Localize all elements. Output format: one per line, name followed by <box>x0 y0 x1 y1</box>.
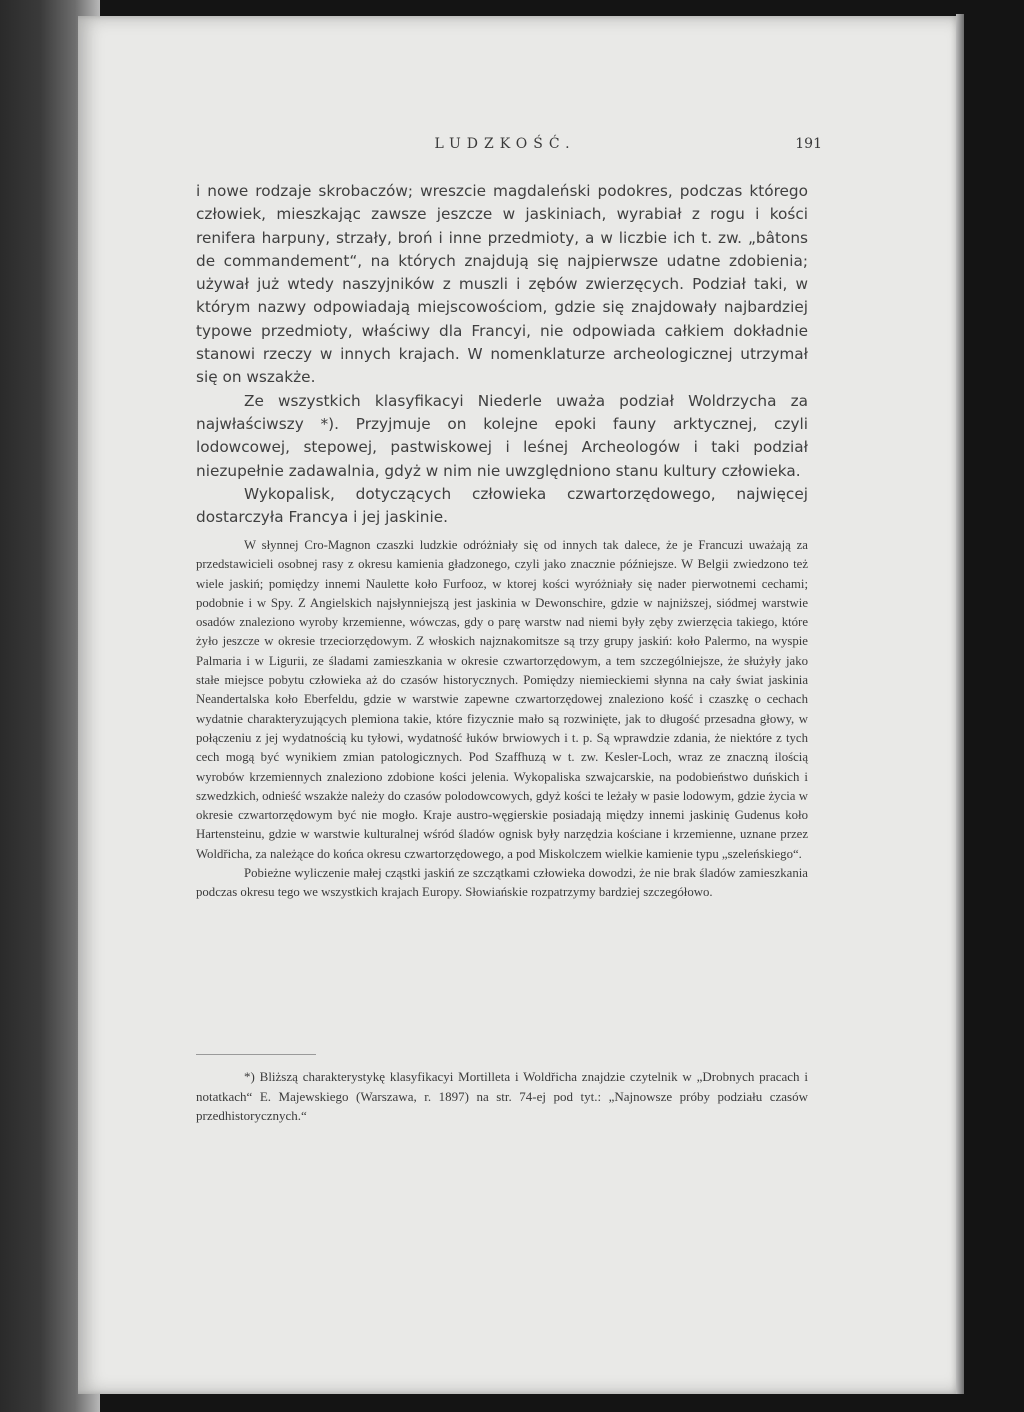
running-head: LUDZKOŚĆ. <box>434 136 576 152</box>
footnote-rule <box>196 1054 316 1055</box>
paragraph: Wykopalisk, dotyczących człowieka czwartorzędowego, najwięcej dostarczyła Francya i jej jaskinie. <box>196 484 808 527</box>
paragraph: Pobieżne wyliczenie małej cząstki jaskiń ze szczątkami człowieka dowodzi, że nie brak śladów zamieszkania podczas okresu tego we wszystkich krajach Europy. Słowiańskie rozpatrzymy bardziej szczegółowo. <box>196 866 808 900</box>
paragraph: W słynnej Cro-Magnon czaszki ludzkie odróżniały się od innych tak dalece, że je Francuzi uważają za przedstawicieli osobnej rasy z okresu kamienia gładzonego, czyli jako znacznie późniejsze. W Belgii zwiedzono też wiele jaskiń; pomiędzy innemi Naulette koło Furfooz, w ktorej kości wyróżniały się nader pierwotnemi cechami; podobnie i w Spy. Z Angielskich najsłynniejszą jest jaskinia w Dewonschire, gdzie w najniższej, siódmej warstwie osadów znaleziono wyroby krzemienne, wówczas, gdy o parę warstw nad niemi były zęby zwierzęcia takiego, które żyło jeszcze w okresie trzeciorzędowym. Z włoskich najznakomitsze są trzy grupy jaskiń: koło Palermo, na wyspie Palmaria i w Ligurii, ze śladami zamieszkania w okresie czwartorzędowym, a tem szczególniejsze, że służyły jako stałe miejsce pobytu człowieka aż do czasów historycznych. Pomiędzy niemieckiemi słynna na cały świat jaskinia Neandertalska koło Eberfeldu, gdzie w warstwie zapewne czwartorzędowej znaleziono kość i czaszkę o cechach wydatnie charakteryzujących plemiona takie, które fizycznie mało są rozwinięte, jak to długość przesadna głowy, w połączeniu z jej wydatnością ku tyłowi, wydatność łuków brwiowych i t. p. Są wprawdzie zdania, że niektóre z tych cech mogą być wynikiem zmian patologicznych. Pod Szaffhuzą w t. zw. Kesler-Loch, wraz ze znaczną ilością wyrobów krzemiennych znaleziono zdobione kości jelenia. Wykopaliska szwajcarskie, na podobieństwo duńskich i szwedzkich, odnieść wszakże należy do czasów polodowcowych, gdyż kości te leżały w pasie lodowym, gdzie życia w okresie czwartorzędowym być nie mogło. Kraje austro-węgierskie posiadają między innemi jaskinię Gudenus koło Hartensteinu, gdzie w warstwie kulturalnej wśród śladów ognisk były narzędzia kościane i krzemienne, uznane przez Woldřicha, za należące do końca okresu czwartorzędowego, a pod Miskolczem wielkie kamienie typu „szeleńskiego“. <box>196 538 808 861</box>
page-edge <box>956 14 964 1394</box>
paragraph: i nowe rodzaje skrobaczów; wreszcie magdaleński podokres, podczas którego człowiek, mieszkając zawsze jeszcze w jaskiniach, wyrabiał z rogu i kości renifera harpuny, strzały, broń i inne przedmioty, a w liczbie ich t. zw. „bâtons de commandement“, na których znajdują się najpierwsze udatne zdobienia; używał już wtedy naszyjników z muszli i zębów zwierzęcych. Podział taki, w którym nazwy odpowiadają miejscowościom, gdzie się znajdowały najbardziej typowe przedmioty, właściwy dla Francyi, nie odpowiada całkiem dokładnie stanowi rzeczy w innych krajach. W nomenklaturze archeologicznej utrzymał się on wszakże. <box>196 182 808 387</box>
page-header <box>190 136 822 158</box>
paragraph: Ze wszystkich klasyfikacyi Niederle uważa podział Woldrzycha za najwłaściwszy *). Przyjmuje on kolejne epoki fauny arktycznej, czyli lodowcowej, stepowej, pastwiskowej i leśnej Archeologów i taki podział niezupełnie zadawalnia, gdyż w nim nie uwzględniono stanu kultury człowieka. <box>196 391 808 480</box>
page-number: 191 <box>795 136 822 152</box>
footnote <box>196 1067 808 1126</box>
footnote-text: *) Bliższą charakterystykę klasyfikacyi Mortilleta i Woldřicha znajdzie czytelnik w „Drobnych pracach i notatkach“ E. Majewskiego (Warszawa, r. 1897) na str. 74-ej pod tyt.: „Najnowsze próby podziału czasów przedhistorycznych.“ <box>196 1069 808 1123</box>
main-text <box>196 180 808 529</box>
small-print-text <box>196 536 808 903</box>
